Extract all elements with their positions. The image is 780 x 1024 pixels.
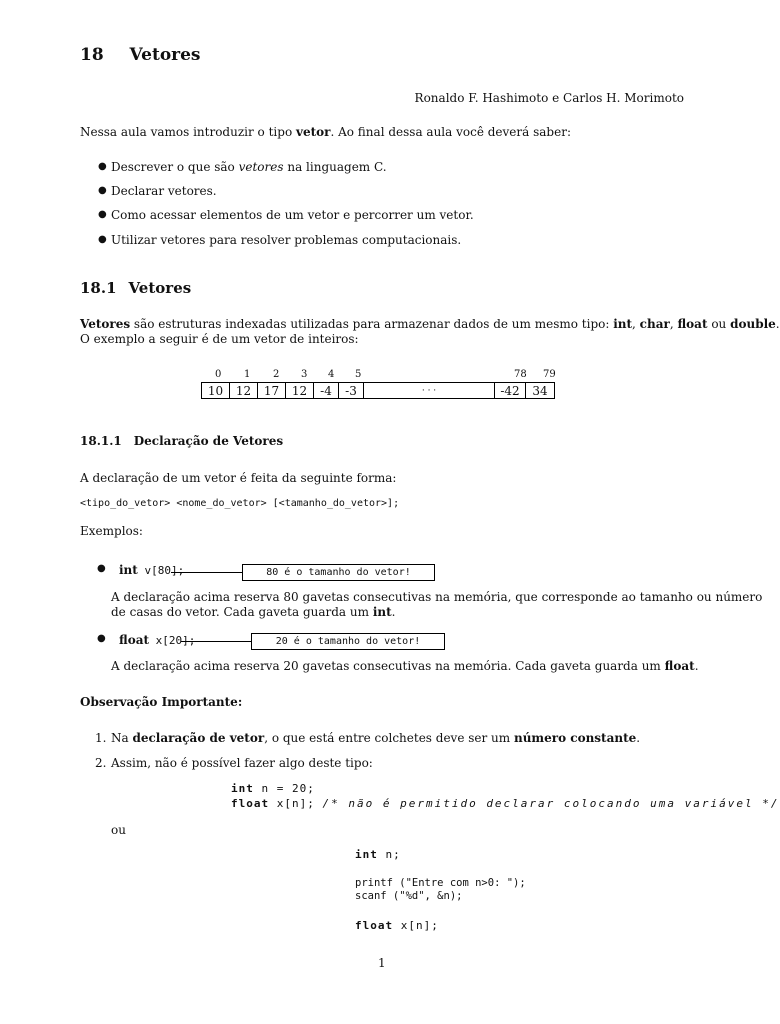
code-line: printf ("Entre com n>0: "); [355, 877, 526, 889]
subsection-heading: 18.1.1 Declaração de Vetores [80, 434, 284, 448]
vector-ellipsis-cell: · · · [364, 383, 495, 399]
chapter-number: 18 [80, 45, 104, 65]
vector-cell: -4 [314, 383, 339, 399]
observation-item: Na declaração de vetor, o que está entre colchetes deve ser um número constante. [111, 731, 641, 745]
list-item: Declarar vetores. [111, 184, 217, 198]
callout-line [171, 572, 242, 573]
bullet-icon: ● [97, 563, 106, 574]
code-line: int n; [355, 848, 401, 861]
example2-desc: A declaração acima reserva 20 gavetas consecutivas na memória. Cada gaveta guarda um float. [111, 659, 699, 673]
vector-index: 3 [301, 369, 308, 380]
vector-index: 78 [514, 369, 527, 380]
vector-index: 1 [244, 369, 251, 380]
code-line: float x[n]; [355, 919, 439, 932]
vector-cell: 10 [202, 383, 230, 399]
bullet-icon: ● [98, 161, 107, 172]
observation-item: Assim, não é possível fazer algo deste tipo: [111, 756, 373, 770]
vector-cell: 34 [526, 383, 555, 399]
bullet-icon: ● [98, 185, 107, 196]
section-paragraph-line2: O exemplo a seguir é de um vetor de inteiros: [80, 332, 359, 346]
vector-cell: 17 [258, 383, 286, 399]
declaration-syntax: <tipo_do_vetor> <nome_do_vetor> [<tamanho_do_vetor>]; [80, 498, 400, 509]
examples-label: Exemplos: [80, 524, 143, 538]
vector-index: 2 [273, 369, 280, 380]
callout-line [181, 641, 251, 642]
bullet-icon: ● [98, 209, 107, 220]
section-paragraph-line1: Vetores são estruturas indexadas utilizadas para armazenar dados de um mesmo tipo: int, char, float ou double. [80, 317, 780, 331]
chapter-title: Vetores [129, 45, 201, 65]
table-row [202, 383, 555, 399]
intro-paragraph: Nessa aula vamos introduzir o tipo vetor. Ao final dessa aula você deverá saber: [80, 125, 571, 139]
vector-index: 5 [355, 369, 362, 380]
example2-note: 20 é o tamanho do vetor! [251, 633, 445, 650]
observation-number: 2. [95, 756, 107, 770]
or-label: ou [111, 823, 126, 837]
chapter-heading [80, 45, 201, 65]
code-line: scanf ("%d", &n); [355, 890, 463, 902]
code-line: int n = 20; [231, 782, 315, 795]
example1-desc-line2: de casas do vetor. Cada gaveta guarda um int. [111, 605, 396, 619]
vector-table [201, 382, 555, 399]
example2-code: float x[20]; [119, 633, 196, 647]
example1-note: 80 é o tamanho do vetor! [242, 564, 435, 581]
vector-cell: -3 [339, 383, 364, 399]
bullet-icon: ● [98, 234, 107, 245]
section-heading: 18.1 Vetores [80, 279, 192, 297]
page-number: 1 [378, 956, 386, 970]
example1-desc-line1: A declaração acima reserva 80 gavetas consecutivas na memória, que corresponde ao tamanho ou número [111, 590, 763, 604]
vector-cell: 12 [230, 383, 258, 399]
vector-index: 79 [543, 369, 556, 380]
list-item: Descrever o que são vetores na linguagem C. [111, 160, 387, 174]
observation-title: Observação Importante: [80, 695, 243, 709]
observation-number: 1. [95, 731, 107, 745]
vector-index: 4 [328, 369, 335, 380]
declaration-intro: A declaração de um vetor é feita da seguinte forma: [80, 471, 397, 485]
authors: Ronaldo F. Hashimoto e Carlos H. Morimoto [414, 91, 684, 105]
list-item: Como acessar elementos de um vetor e percorrer um vetor. [111, 208, 474, 222]
vector-index: 0 [215, 369, 222, 380]
bullet-icon: ● [97, 633, 106, 644]
list-item: Utilizar vetores para resolver problemas computacionais. [111, 233, 462, 247]
code-line: float x[n]; /* não é permitido declarar colocando uma variável */ [231, 797, 780, 810]
vector-cell: 12 [286, 383, 314, 399]
vector-cell: -42 [495, 383, 526, 399]
example1-code: int v[80]; [119, 563, 185, 577]
